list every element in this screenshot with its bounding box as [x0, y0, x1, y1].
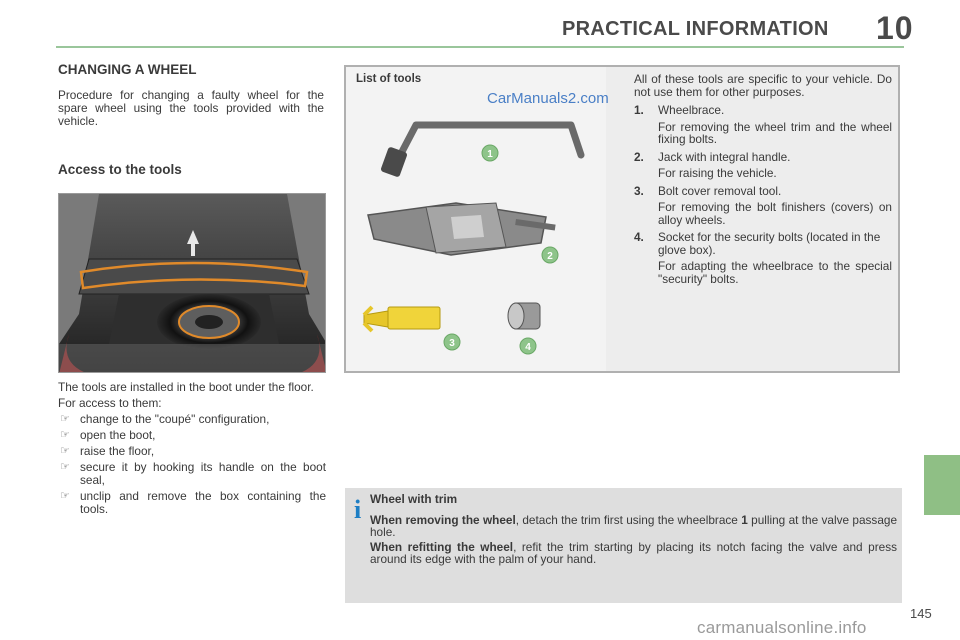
list-item: ☞ open the boot,: [60, 428, 156, 442]
info-icon: i: [354, 495, 362, 524]
access-instructions: [58, 381, 326, 519]
pointing-hand-icon: ☞: [60, 413, 70, 425]
tool-item: 4. Socket for the security bolts (located in the glove box). For adapting the wheelbrace to the special "security" bolts.: [634, 230, 892, 286]
page-heading: CHANGING A WHEEL: [58, 62, 197, 77]
info-refitting: When refitting the wheel, refit the trim starting by placing its notch facing the valve and press around its edge with the palm of your hand.: [370, 539, 897, 566]
list-item: ☞ change to the "coupé" configuration,: [60, 412, 270, 426]
boot-illustration: [59, 194, 326, 373]
list-item: ☞ unclip and remove the box containing the tools.: [60, 489, 326, 516]
footer-watermark: carmanualsonline.info: [697, 618, 867, 637]
callout-4: 4: [525, 342, 531, 353]
info-removing: When removing the wheel, detach the trim first using the wheelbrace 1 pulling at the valve passage hole.: [370, 512, 898, 539]
section-title: PRACTICAL INFORMATION: [562, 18, 829, 40]
info-note: [345, 488, 902, 603]
steps-list: [58, 413, 326, 516]
access-lead: For access to them:: [58, 396, 162, 410]
tools-list-label: List of tools: [356, 73, 422, 85]
pointing-hand-icon: ☞: [60, 429, 70, 441]
tools-description: [634, 73, 892, 290]
tool-item: 3. Bolt cover removal tool. For removing the bolt finishers (covers) on alloy wheels.: [634, 183, 892, 227]
list-item: ☞ secure it by hooking its handle on the boot seal,: [60, 460, 326, 487]
location-text: The tools are installed in the boot under the floor.: [58, 380, 314, 394]
boot-photo: [58, 193, 326, 373]
tool-item: 2. Jack with integral handle. For raising the vehicle.: [634, 149, 791, 180]
callout-3: 3: [449, 338, 455, 349]
carmanuals-watermark: CarManuals2.com: [487, 90, 609, 107]
callout-1: 1: [487, 149, 493, 160]
tools-illustration: [346, 67, 606, 371]
info-title: Wheel with trim: [370, 492, 458, 506]
header-divider: [56, 46, 904, 48]
pointing-hand-icon: ☞: [60, 445, 70, 457]
page-number: 145: [910, 606, 932, 621]
pointing-hand-icon: ☞: [60, 490, 70, 502]
chapter-tab: [924, 455, 960, 515]
list-item: ☞ raise the floor,: [60, 444, 155, 458]
callout-2: 2: [547, 251, 553, 262]
tool-item: 1. Wheelbrace. For removing the wheel trim and the wheel fixing bolts.: [634, 103, 892, 146]
pointing-hand-icon: ☞: [60, 461, 70, 473]
tools-drawing: [346, 67, 606, 371]
chapter-number: 10: [876, 10, 914, 46]
subheading-access: Access to the tools: [58, 162, 182, 177]
tools-panel: [344, 65, 900, 373]
tools-lead: All of these tools are specific to your vehicle. Do not use them for other purposes.: [634, 72, 892, 99]
intro-paragraph: Procedure for changing a faulty wheel for the spare wheel using the tools provided with the vehicle.: [58, 88, 324, 128]
